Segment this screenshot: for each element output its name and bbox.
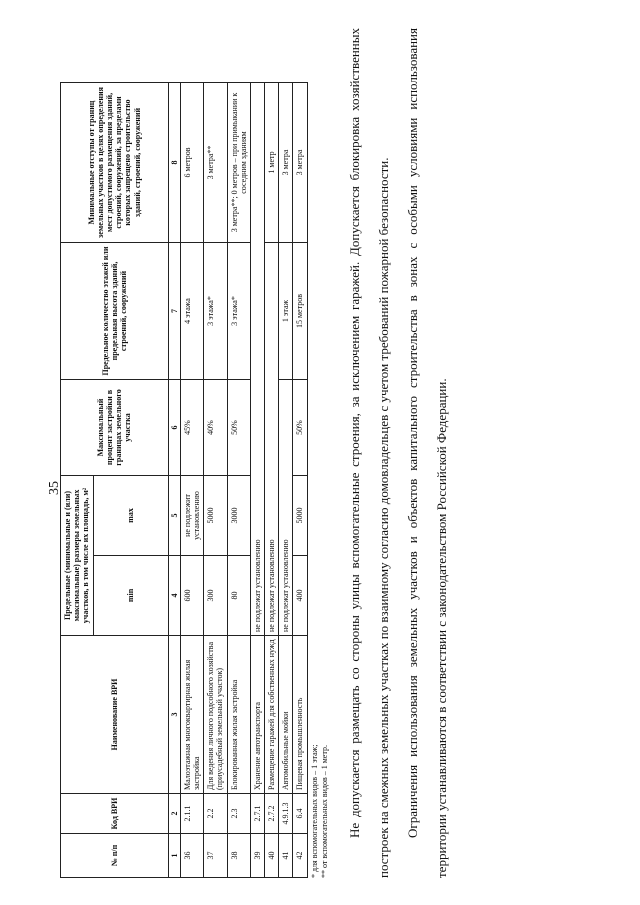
paragraph: Не допускается размещать со стороны улицы вспомогательные строения, за исключением гаражей. Допускается блокировка хозяйственных построек на смежных земельных участках по взаимному согласию домовладельцев с учетом требований пожарной безопасности. (346, 28, 391, 878)
row-num: 42 (293, 834, 307, 878)
footnote: ** от вспомогательных видов – 1 метр. (319, 745, 329, 878)
row-pct: 50% (227, 380, 250, 476)
header-floors: Предельное количество этажей или предельная высота зданий, строений, сооружений (61, 243, 169, 380)
row-setback: 3 метра** (204, 83, 227, 243)
row-code: 6.4 (293, 794, 307, 834)
row-name: Автомобильные мойки (279, 636, 293, 794)
header-code: Код ВРИ (61, 794, 169, 834)
colnum: 6 (168, 380, 180, 476)
row-setback: 3 метра (293, 83, 307, 243)
colnum: 5 (168, 476, 180, 556)
row-setback: 3 метра (279, 83, 293, 243)
row-setback: 6 метров (180, 83, 203, 243)
row-floors: 15 метров (293, 243, 307, 380)
table-row (265, 83, 279, 878)
page-number: 35 (47, 481, 62, 495)
row-name: Блокированная жилая застройка (227, 636, 250, 794)
row-floors: 4 этажа (180, 243, 203, 380)
colnum: 2 (168, 794, 180, 834)
row-max: 5000 (293, 476, 307, 556)
row-min: 300 (204, 556, 227, 636)
row-max: не подлежит установлению (180, 476, 203, 556)
header-min: min (93, 556, 168, 636)
row-code: 2.7.2 (265, 794, 279, 834)
row-code: 2.1.1 (180, 794, 203, 834)
row-num: 38 (227, 834, 250, 878)
rotated-page-content (60, 28, 620, 878)
footnote: * для вспомогательных видов – 1 этаж; (309, 744, 319, 878)
table-row (279, 83, 293, 878)
row-pct: 50% (293, 380, 307, 476)
header-name: Наименование ВРИ (61, 636, 169, 794)
colnum: 1 (168, 834, 180, 878)
table-header-row (61, 83, 94, 878)
row-name: Хранение автотранспорта (250, 636, 264, 794)
row-num: 39 (250, 834, 264, 878)
table-row (250, 83, 264, 878)
row-max: 3000 (227, 476, 250, 556)
row-code: 2.3 (227, 794, 250, 834)
row-floors: 3 этажа* (204, 243, 227, 380)
row-code: 2.2 (204, 794, 227, 834)
header-setback: Минимальные отступы от границ земельных участков в целях определения мест допустимого размещения зданий, строений, сооружений, за пределами которых запрещено строительство зданий, строений, сооружений (61, 83, 169, 243)
colnum: 8 (168, 83, 180, 243)
row-setback: 3 метра**; 0 метров – при примыкании к соседним зданиям (227, 83, 250, 243)
row-span-value: не подлежат установлению (250, 83, 264, 636)
table-row (204, 83, 227, 878)
zoning-parameters-table (60, 82, 308, 878)
footnotes (310, 28, 330, 878)
row-code: 2.7.1 (250, 794, 264, 834)
row-pct: 40% (204, 380, 227, 476)
header-pct: Максимальный процент застройки в границах земельного участка (61, 380, 169, 476)
table-row (293, 83, 307, 878)
colnum: 3 (168, 636, 180, 794)
row-span-value: не подлежат установлению (279, 380, 293, 636)
row-num: 40 (265, 834, 279, 878)
row-setback: 1 метр (265, 83, 279, 243)
row-min: 600 (180, 556, 203, 636)
header-max: max (93, 476, 168, 556)
row-floors: 1 этаж (279, 243, 293, 380)
colnum: 7 (168, 243, 180, 380)
row-floors: 3 этажа* (227, 243, 250, 380)
paragraph: Ограничения использования земельных участков и объектов капитального строительства в зонах с особыми условиями использования территории устанавливаются в соответствии с законодательством Российской Федерации. (404, 28, 449, 878)
row-num: 37 (204, 834, 227, 878)
row-max: 5000 (204, 476, 227, 556)
colnum: 4 (168, 556, 180, 636)
header-num: № п/п (61, 834, 169, 878)
column-number-row (168, 83, 180, 878)
table-row (180, 83, 203, 878)
header-area-group: Предельные (минимальные и (или) максимальные) размеры земельных участков, в том числе их площадь, м² (61, 476, 94, 636)
row-min: 80 (227, 556, 250, 636)
row-name: Малоэтажная многоквартирная жилая застройка (180, 636, 203, 794)
row-num: 36 (180, 834, 203, 878)
row-span-value: не подлежат установлению (265, 243, 279, 636)
body-text (340, 28, 456, 878)
row-name: Для ведения личного подсобного хозяйства (приусадебный земельный участок) (204, 636, 227, 794)
table-row (227, 83, 250, 878)
row-min: 400 (293, 556, 307, 636)
row-num: 41 (279, 834, 293, 878)
row-name: Размещение гаражей для собственных нужд (265, 636, 279, 794)
row-name: Пищевая промышленность (293, 636, 307, 794)
row-code: 4.9.1.3 (279, 794, 293, 834)
row-pct: 45% (180, 380, 203, 476)
